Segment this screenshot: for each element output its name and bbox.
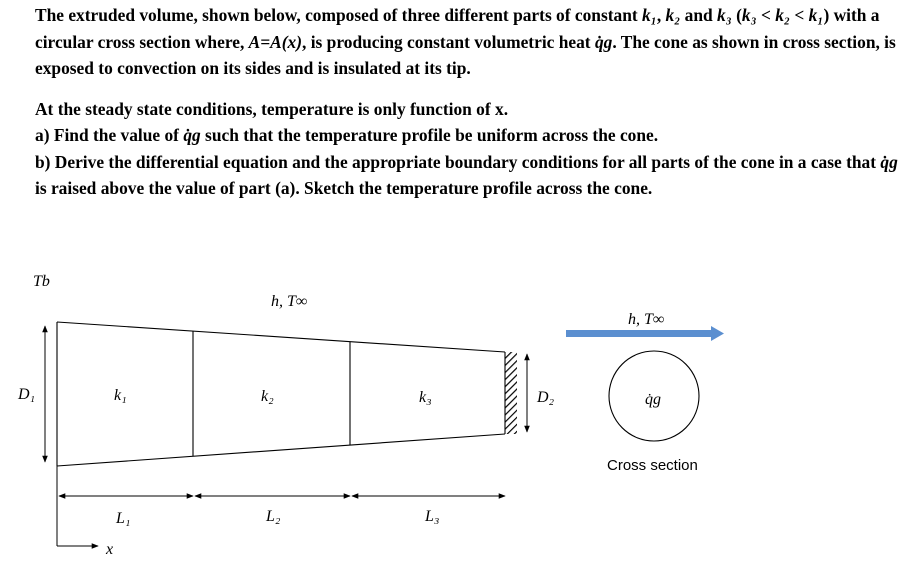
intro-text-4: . The cone as shown in cross section, is exposed to convection on its sides and is insulated at its tip. bbox=[35, 31, 896, 78]
flow-arrow-shaft bbox=[566, 330, 712, 337]
steady-state-text: At the steady state conditions, temperature is only function of x. bbox=[35, 98, 509, 119]
intro-text-2: ) with a circular cross section where, bbox=[35, 5, 880, 52]
math-qg: q̇g bbox=[594, 31, 613, 52]
label-cross-section: Cross section bbox=[607, 457, 698, 474]
cond-k2: k₂ bbox=[775, 5, 791, 25]
math-k1: k₁ bbox=[642, 5, 657, 25]
cone-bottom-edge bbox=[57, 434, 505, 466]
intro-text-3: , is producing constant volumetric heat bbox=[302, 31, 595, 52]
label-tb: Tb bbox=[33, 273, 50, 290]
cone-top-edge bbox=[57, 322, 505, 352]
label-d1: D₁ bbox=[18, 386, 36, 403]
flow-arrow bbox=[566, 326, 724, 341]
comma: , bbox=[656, 5, 666, 25]
label-h-tinf-cross: h, T∞ bbox=[628, 311, 665, 328]
and-text: and bbox=[680, 5, 718, 25]
part-a-text-1: a) Find the value of bbox=[35, 125, 184, 145]
label-k3: k₃ bbox=[419, 389, 432, 406]
intro-text-1: The extruded volume, shown below, composed of three different parts of constant bbox=[35, 5, 643, 25]
label-l2: L₂ bbox=[266, 508, 281, 525]
math-k2: k₂ bbox=[665, 5, 681, 25]
part-b-text-2: is raised above the value of part (a). Sketch the temperature profile across the cone. bbox=[35, 178, 653, 198]
cond-k1: k₁ bbox=[808, 5, 824, 25]
label-l3: L₃ bbox=[425, 508, 440, 525]
cond-k3: k₃ bbox=[741, 5, 757, 25]
label-l1: L₁ bbox=[116, 510, 131, 527]
label-x: x bbox=[106, 541, 114, 558]
math-area: A=A(x) bbox=[248, 31, 303, 52]
label-k1: k₁ bbox=[114, 387, 127, 404]
part-b-qg: q̇g bbox=[880, 151, 898, 172]
label-k2: k₂ bbox=[261, 388, 274, 405]
cond-lt: < bbox=[756, 5, 776, 25]
part-b-text-1: b) Derive the differential equation and the appropriate boundary conditions for all parts of the cone in a case that bbox=[35, 151, 881, 172]
part-a-text-2: such that the temperature profile be uniform across the cone. bbox=[200, 125, 659, 145]
part-a-qg: q̇g bbox=[183, 125, 201, 145]
cond-open: ( bbox=[731, 5, 742, 25]
label-h-tinf-top: h, T∞ bbox=[271, 293, 308, 310]
flow-arrow-head bbox=[711, 326, 724, 341]
label-qg: q̇g bbox=[645, 391, 661, 408]
math-k3: k₃ bbox=[717, 5, 732, 25]
cond-lt2: < bbox=[790, 5, 809, 25]
insulation-hatch bbox=[505, 352, 517, 434]
label-d2: D₂ bbox=[537, 389, 555, 406]
